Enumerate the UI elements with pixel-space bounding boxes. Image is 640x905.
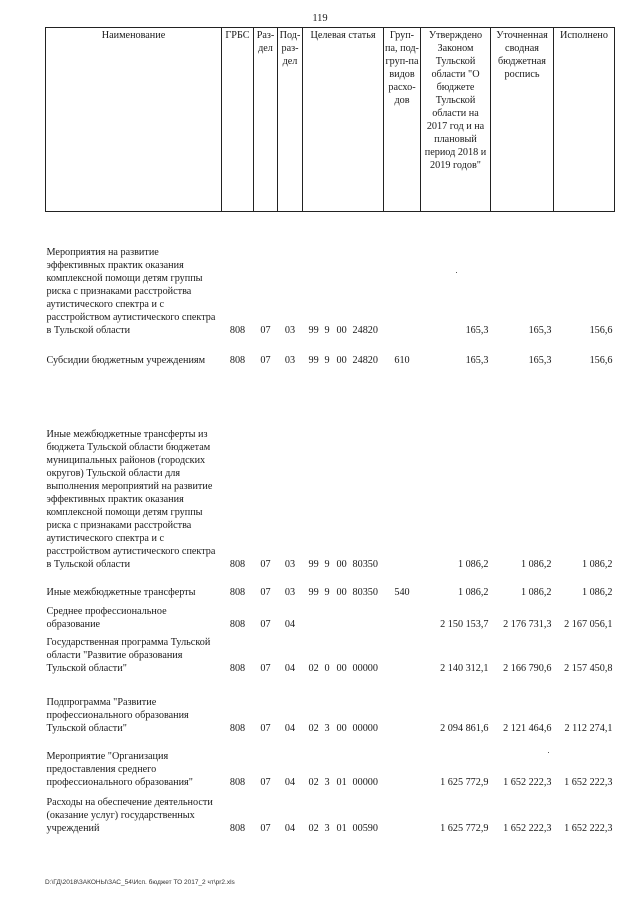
row-razdel: 07 [260, 354, 271, 366]
row-executed: 2 112 274,1 [564, 722, 613, 734]
target-code-part: 24820 [352, 324, 378, 336]
row-target [303, 602, 384, 634]
row-executed: 156,6 [589, 354, 613, 366]
target-code-part: 00 [336, 722, 347, 734]
row-podrazdel: 03 [284, 324, 296, 336]
row-refined: 2 166 790,6 [503, 662, 552, 674]
row-executed: 1 652 222,3 [564, 822, 613, 834]
row-podrazdel: 04 [284, 822, 296, 834]
row-grbs: 808 [229, 722, 246, 734]
row-razdel: 07 [260, 618, 271, 630]
row-refined: 2 176 731,3 [503, 618, 552, 630]
row-refined: 1 086,2 [520, 586, 552, 598]
target-code-part: 01 [336, 822, 347, 834]
row-podrazdel: 04 [284, 722, 296, 734]
target-code-part: 00000 [352, 776, 378, 788]
row-name: Мероприятие "Организация предоставления среднего профессионального образования" [46, 750, 193, 788]
row-group: 610 [394, 354, 410, 366]
row-name: Субсидии бюджетным учреждениям [46, 354, 206, 366]
target-code-part: 24820 [352, 354, 378, 366]
row-podrazdel: 03 [284, 586, 296, 598]
row-refined: 165,3 [528, 324, 552, 336]
row-refined: 1 652 222,3 [503, 776, 552, 788]
row-grbs: 808 [229, 324, 246, 336]
target-code-part: 0 [324, 662, 330, 674]
target-code-part: 3 [324, 722, 330, 734]
row-approved: 165,3 [465, 324, 489, 336]
table-row [46, 602, 615, 634]
target-code-part: 00 [336, 558, 347, 570]
row-razdel: 07 [260, 586, 271, 598]
row-approved: 1 086,2 [457, 558, 489, 570]
row-approved: 2 140 312,1 [440, 662, 489, 674]
target-code-part: 02 [308, 662, 319, 674]
row-group: 540 [394, 586, 410, 598]
row-target [303, 678, 384, 738]
row-target [303, 212, 384, 340]
row-grbs: 808 [229, 776, 246, 788]
row-group [384, 792, 421, 838]
target-code-part: 80350 [352, 586, 378, 598]
file-path-footer: D:\ГД\2018\ЗАКОНЫ\ЗАС_54\Исп. бюджет ТО 2017_2 чт\pr2.xls [45, 879, 235, 886]
header-podrazdel: Под-раз-дел [278, 28, 303, 212]
row-name: Государственная программа Тульской области "Развитие образования Тульской области" [46, 636, 211, 674]
row-grbs: 808 [229, 586, 246, 598]
row-executed: 1 086,2 [581, 558, 613, 570]
row-target [303, 634, 384, 678]
row-target [303, 370, 384, 574]
row-group [384, 634, 421, 678]
row-target [303, 792, 384, 838]
scan-speck [548, 752, 549, 753]
row-refined: 2 121 464,6 [503, 722, 552, 734]
target-code-part: 00590 [352, 822, 378, 834]
row-grbs: 808 [229, 354, 246, 366]
row-executed: 2 157 450,8 [564, 662, 613, 674]
row-approved: 2 150 153,7 [440, 618, 489, 630]
row-group [384, 370, 421, 574]
row-target [303, 738, 384, 792]
table-row [46, 738, 615, 792]
row-target [303, 574, 384, 602]
row-name: Иные межбюджетные трансферты [46, 586, 196, 598]
row-podrazdel: 04 [284, 776, 296, 788]
row-razdel: 07 [260, 324, 271, 336]
target-code-part: 00000 [352, 722, 378, 734]
target-code-part: 00 [336, 324, 347, 336]
row-executed: 2 167 056,1 [564, 618, 613, 630]
row-podrazdel: 04 [284, 618, 296, 630]
header-name: Наименование [46, 28, 222, 212]
row-razdel: 07 [260, 776, 271, 788]
row-refined: 1 086,2 [520, 558, 552, 570]
target-code-part: 80350 [352, 558, 378, 570]
row-refined: 165,3 [528, 354, 552, 366]
row-podrazdel: 03 [284, 354, 296, 366]
row-razdel: 07 [260, 558, 271, 570]
row-approved: 1 625 772,9 [440, 822, 489, 834]
target-code-part: 9 [324, 324, 330, 336]
row-razdel: 07 [260, 822, 271, 834]
row-group [384, 212, 421, 340]
row-executed: 156,6 [589, 324, 613, 336]
table-header-row [46, 28, 615, 212]
target-code-part: 3 [324, 822, 330, 834]
table-row [46, 792, 615, 838]
target-code-part: 99 [308, 586, 319, 598]
row-name: Среднее профессиональное образование [46, 605, 167, 630]
header-target: Целевая статья [303, 28, 384, 212]
header-refined: Уточненная сводная бюджетная роспись [491, 28, 554, 212]
target-code-part: 00 [336, 354, 347, 366]
target-code-part: 02 [308, 822, 319, 834]
target-code-part: 99 [308, 558, 319, 570]
row-podrazdel: 04 [284, 662, 296, 674]
target-code-part: 9 [324, 586, 330, 598]
row-razdel: 07 [260, 722, 271, 734]
header-grbs: ГРБС [222, 28, 254, 212]
row-group [384, 602, 421, 634]
header-approved: Утверждено Законом Тульской области "О бюджете Тульской области на 2017 год и на плановый период 2018 и 2019 годов" [421, 28, 491, 212]
row-grbs: 808 [229, 558, 246, 570]
row-group [384, 678, 421, 738]
page-number: 119 [312, 13, 328, 24]
row-podrazdel: 03 [284, 558, 296, 570]
target-code-part: 00 [336, 586, 347, 598]
target-code-part: 99 [308, 354, 319, 366]
target-code-part: 99 [308, 324, 319, 336]
budget-table [45, 27, 615, 838]
row-approved: 1 086,2 [457, 586, 489, 598]
table-row [46, 634, 615, 678]
table-row [46, 212, 615, 340]
target-code-part: 00000 [352, 662, 378, 674]
target-code-part: 01 [336, 776, 347, 788]
row-group [384, 738, 421, 792]
target-code-part: 9 [324, 354, 330, 366]
target-code-part: 9 [324, 558, 330, 570]
header-executed: Исполнено [554, 28, 615, 212]
row-approved: 1 625 772,9 [440, 776, 489, 788]
row-name: Мероприятия на развитие эффективных практик оказания комплексной помощи детям группы риска с признаками расстройства аутистического спектра и с расстройством аутистического спектра в Тульской области [46, 246, 216, 336]
row-grbs: 808 [229, 662, 246, 674]
row-target [303, 340, 384, 370]
row-executed: 1 086,2 [581, 586, 613, 598]
table-row [46, 370, 615, 574]
target-code-part: 3 [324, 776, 330, 788]
row-approved: 165,3 [465, 354, 489, 366]
row-razdel: 07 [260, 662, 271, 674]
row-grbs: 808 [229, 822, 246, 834]
header-razdel: Раз-дел [254, 28, 278, 212]
row-name: Расходы на обеспечение деятельности (оказание услуг) государственных учреждений [46, 796, 213, 834]
header-group: Груп-па, под-груп-па видов расхо-дов [384, 28, 421, 212]
target-code-part: 02 [308, 776, 319, 788]
table-row [46, 574, 615, 602]
target-code-part: 00 [336, 662, 347, 674]
target-code-part: 02 [308, 722, 319, 734]
table-row [46, 678, 615, 738]
table-row [46, 340, 615, 370]
row-executed: 1 652 222,3 [564, 776, 613, 788]
row-name: Подпрограмма "Развитие профессионального образования Тульской области" [46, 696, 189, 734]
row-grbs: 808 [229, 618, 246, 630]
scan-speck [456, 272, 457, 273]
row-refined: 1 652 222,3 [503, 822, 552, 834]
row-name: Иные межбюджетные трансферты из бюджета Тульской области бюджетам муниципальных районов (городских округов) Тульской области для выполнения мероприятий на развитие эффективных практик оказания комплексной помощи детям группы риска с признаками расстройства аутистического спектра и с расстройством аутистического спектра в Тульской области [46, 428, 216, 570]
row-approved: 2 094 861,6 [440, 722, 489, 734]
